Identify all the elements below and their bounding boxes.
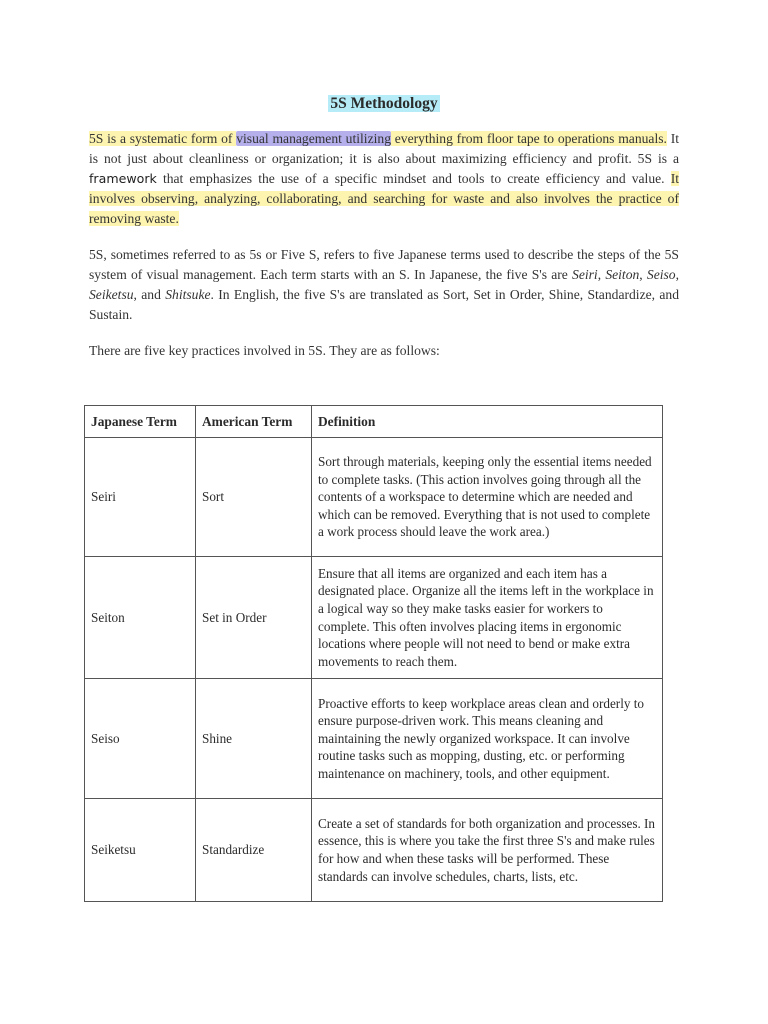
separator: ,: [675, 267, 680, 282]
five-s-table: [84, 405, 663, 902]
highlight-yellow: everything from floor tape to operations manuals.: [391, 131, 667, 146]
practices-intro: There are five key practices involved in 5S. They are as follows:: [89, 343, 440, 358]
header-definition: Definition: [312, 406, 663, 438]
cell-japanese: Seiton: [85, 557, 196, 679]
highlight-yellow: 5S is a systematic form of: [89, 131, 237, 146]
cell-definition: Sort through materials, keeping only the essential items needed to complete tasks. (This action involves going through all the contents of a workspace to determine which are needed and which can be removed. Everything that is not used to complete a work process should leave the work area.): [312, 438, 663, 557]
cell-japanese: Seiso: [85, 679, 196, 799]
term-italic: Seiso: [646, 267, 676, 282]
cell-definition: Ensure that all items are organized and each item has a designated place. Organize all the items left in the workplace in a logical way so they make tasks easier for workers to complete. This often involves placing items in ergonomic locations where people will not need to bend or make extra movements to reach them.: [312, 557, 663, 679]
header-japanese-term: Japanese Term: [85, 406, 196, 438]
table-row: [85, 799, 663, 902]
framework-link[interactable]: framework: [89, 171, 157, 186]
separator: , and: [133, 287, 166, 302]
cell-american: Shine: [196, 679, 312, 799]
term-italic: Shitsuke: [165, 287, 211, 302]
cell-american: Standardize: [196, 799, 312, 902]
highlight-yellow: It involves observing, analyzing, collaborating, and searching for waste and also involves the practice of removing waste.: [89, 171, 679, 226]
separator: ,: [597, 267, 606, 282]
highlight-purple: visual management utilizing: [236, 131, 391, 146]
cell-definition: Proactive efforts to keep workplace areas clean and orderly to ensure purpose-driven work. This means cleaning and maintaining the newly organized workspace. It can involve routine tasks such as mopping, dusting, etc. or performing maintenance on machinery, tools, and other equipment.: [312, 679, 663, 799]
cell-japanese: Seiketsu: [85, 799, 196, 902]
table-row: [85, 438, 663, 557]
separator: ,: [639, 267, 647, 282]
term-italic: Seiri: [572, 267, 598, 282]
table-row: [85, 557, 663, 679]
intro-paragraph: [89, 129, 679, 229]
table-row: [85, 679, 663, 799]
paragraph-text: It is not just about cleanliness or organization; it is also about maximizing efficiency and profit. 5S is a: [89, 131, 679, 166]
title-highlight: 5S Methodology: [330, 95, 438, 112]
paragraph-text: that emphasizes the use of a specific mindset and tools to create efficiency and value.: [156, 171, 671, 186]
terms-paragraph: [89, 245, 679, 325]
page-title: [89, 94, 679, 114]
paragraph-text: . In English, the five S's are translated as Sort, Set in Order, Shine, Standardize, and Sustain.: [89, 287, 679, 322]
cell-definition: Create a set of standards for both organization and processes. In essence, this is where you take the first three S's and make rules for how and when these tasks will be performed. These standards can involve schedules, charts, lists, etc.: [312, 799, 663, 902]
cell-american: Set in Order: [196, 557, 312, 679]
cell-japanese: Seiri: [85, 438, 196, 557]
term-italic: Seiton: [605, 267, 640, 282]
header-american-term: American Term: [196, 406, 312, 438]
paragraph-text: 5S, sometimes referred to as 5s or Five S, refers to five Japanese terms used to describe the steps of the 5S system of visual management. Each term starts with an S. In Japanese, the five S's are: [89, 247, 679, 282]
cell-american: Sort: [196, 438, 312, 557]
term-italic: Seiketsu: [89, 287, 134, 302]
table-header-row: [85, 406, 663, 438]
